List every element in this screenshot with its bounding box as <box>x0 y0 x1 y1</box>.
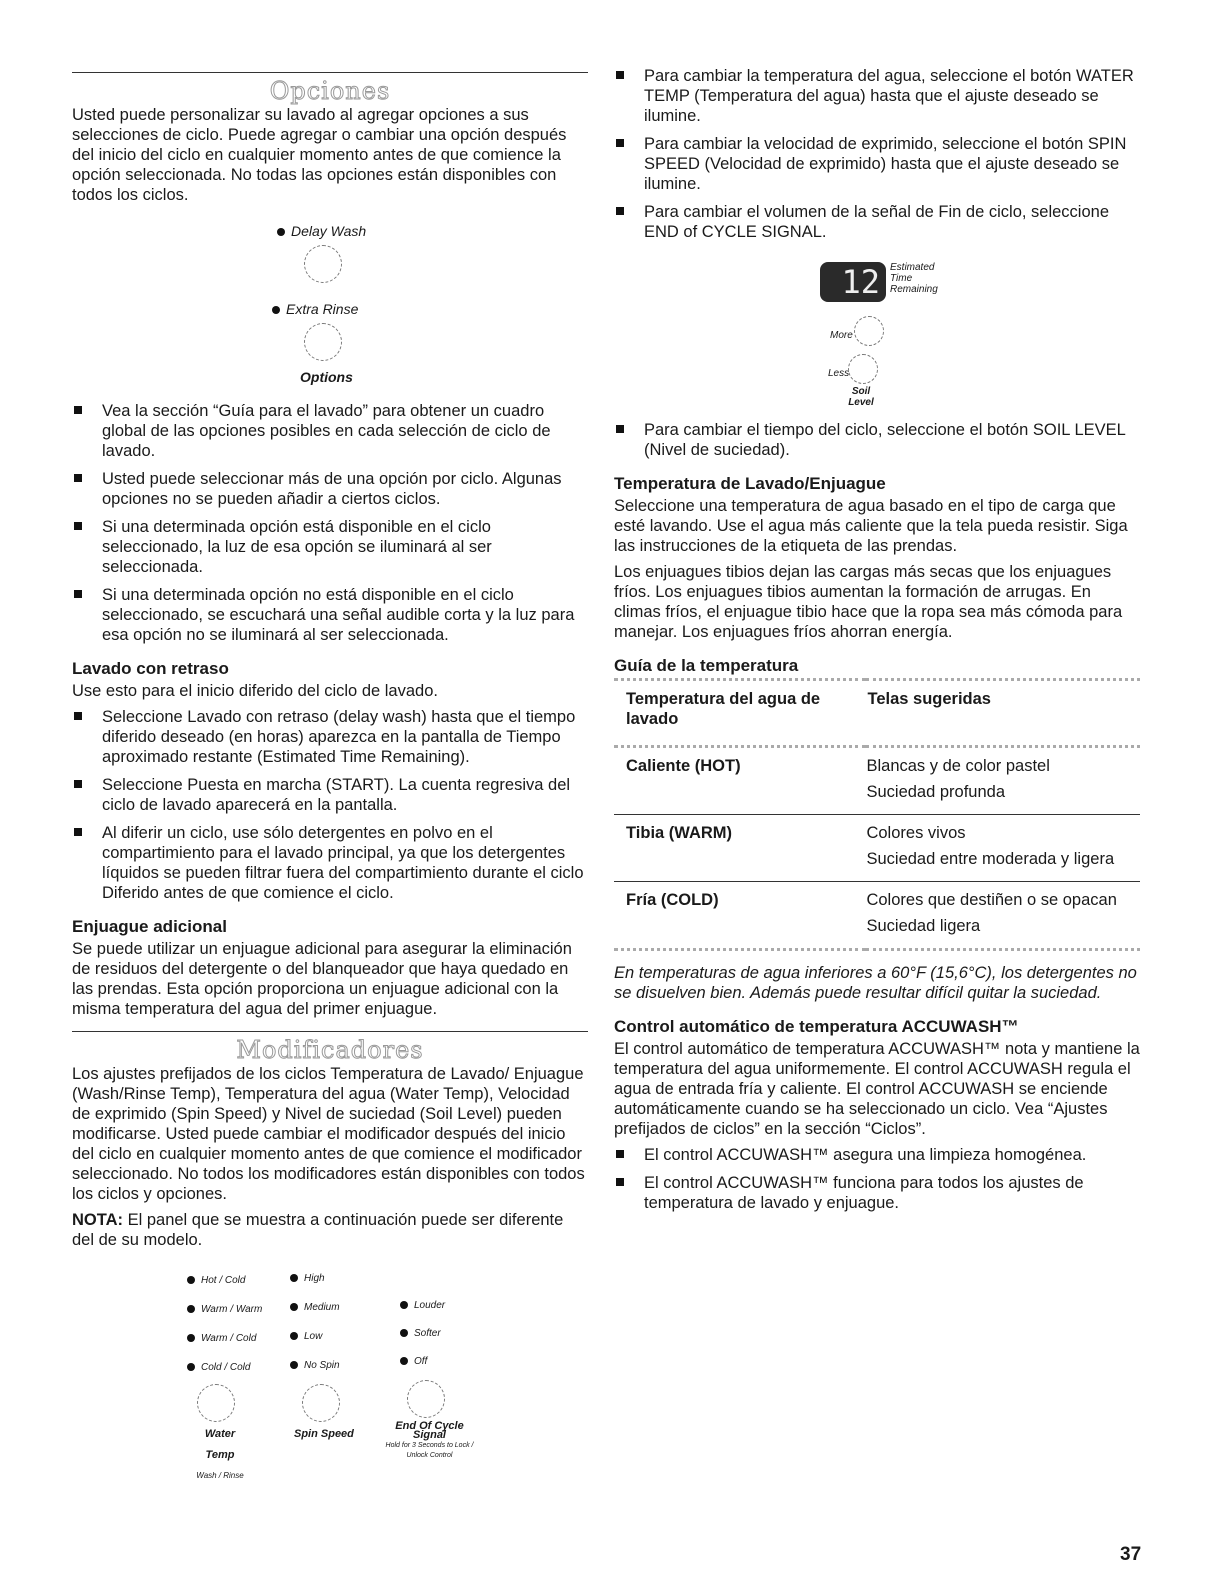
right-column <box>614 66 1140 1221</box>
temp-lavado-p2: Los enjuagues tibios dejan las cargas más secas que los enjuagues fríos. Los enjuagues tibios aumentan la formación de arrugas. En climas fríos, el enjuague tibio hace que la ropa sea más cómoda para manejar. Los enjuagues fríos ahorran energía. <box>614 563 1123 641</box>
spin-speed-label: Spin Speed <box>294 1428 354 1440</box>
list-item: Seleccione Puesta en marcha (START). La cuenta regresiva del ciclo de lavado aparecerá en la pantalla. <box>72 775 588 815</box>
time-display: 12 <box>820 262 886 302</box>
water-temp-button[interactable] <box>197 1384 235 1422</box>
nota-label: NOTA: <box>72 1211 124 1229</box>
list-item: Para cambiar la temperatura del agua, seleccione el botón WATER TEMP (Temperatura del agua) hasta que el ajuste deseado se ilumine. <box>614 66 1140 126</box>
lavado-retraso-intro: Use esto para el inicio diferido del ciclo de lavado. <box>72 682 438 700</box>
section-title-opciones: Opciones <box>269 77 391 105</box>
opciones-intro: Usted puede personalizar su lavado al agregar opciones a sus selecciones de ciclo. Puede agregar o cambiar una opción después del inicio del ciclo en cualquier momento antes de que comience la opción seleccionada. No todas las opciones están disponibles con todos los ciclos. <box>72 106 567 204</box>
column-header: Telas sugeridas <box>867 690 991 708</box>
temp-cell: Caliente (HOT) <box>626 757 741 775</box>
more-button[interactable] <box>854 316 884 346</box>
nota <box>72 1210 588 1250</box>
spin-speed-options: High Medium Low No Spin <box>290 1264 340 1380</box>
list-item: Al diferir un ciclo, use sólo detergentes en polvo en el compartimiento para el lavado principal, ya que los detergentes líquidos se pueden filtrar fuera del compartimiento durante el ciclo Diferido antes de que comience el ciclo. <box>72 823 588 903</box>
temperature-guide-table <box>614 678 1140 965</box>
list-item: Si una determinada opción no está disponible en el ciclo seleccionado, se escuchará una señal audible corta y la luz para esa opción no se iluminará al ser seleccionada. <box>72 585 588 645</box>
list-item: El control ACCUWASH™ funciona para todos los ajustes de temperatura de lavado y enjuague. <box>614 1173 1140 1213</box>
delay-wash-button[interactable] <box>304 245 342 283</box>
temp-cell: Fría (COLD) <box>626 891 719 909</box>
options-caption: Options <box>300 369 353 385</box>
temperature-note: En temperaturas de agua inferiores a 60°F (15,6°C), los detergentes no se disuelven bien. Además puede resultar difícil quitar la suciedad. <box>614 964 1137 1002</box>
list-item: Para cambiar el volumen de la señal de Fin de ciclo, seleccione END of CYCLE SIGNAL. <box>614 202 1140 242</box>
signal-options: Louder Softer Off <box>400 1292 445 1376</box>
extra-rinse-button[interactable] <box>304 323 342 361</box>
modifier-panel <box>72 1256 588 1480</box>
nota-text: El panel que se muestra a continuación puede ser diferente del de su modelo. <box>72 1211 564 1249</box>
section-title-modificadores: Modificadores <box>236 1036 424 1064</box>
signal-label: End Of Cycle Signal Hold for 3 Seconds to Lock / Unlock Control <box>385 1420 474 1459</box>
spin-speed-button[interactable] <box>302 1384 340 1422</box>
modificadores-intro: Los ajustes prefijados de los ciclos Temperatura de Lavado/ Enjuague (Wash/Rinse Temp), Temperatura del agua (Water Temp), Velocidad de exprimido (Spin Speed) y Nivel de suciedad (Soil Level) pueden modificarse. Usted puede cambiar el modificador después del inicio del ciclo en cualquier momento antes de que comience el modificador seleccionado. No todos los modificadores están disponibles con todos los ciclos y opciones. <box>72 1065 585 1203</box>
heading-guia-temperatura: Guía de la temperatura <box>614 656 799 675</box>
temp-lavado-p1: Seleccione una temperatura de agua basado en el tipo de carga que esté lavando. Use el agua más caliente que la tela pueda resistir. Siga las instrucciones de la etiqueta de las prendas. <box>614 497 1128 555</box>
accuwash-text: El control automático de temperatura ACCUWASH™ nota y mantiene la temperatura del agua uniformemente. El control ACCUWASH regula el agua de entrada fría y caliente. El control ACCUWASH se enciende automáticamente cuando se ha seleccionado un ciclo. Vea “Ajustes prefijados de ciclos” en la sección “Ciclos”. <box>614 1040 1140 1138</box>
divider <box>72 72 588 73</box>
telas-cell: Colores que destiñen o se opacan Suciedad ligera <box>866 891 1117 935</box>
list-item: Si una determinada opción está disponible en el ciclo seleccionado, la luz de esa opción se iluminará al ser seleccionada. <box>72 517 588 577</box>
temp-cell: Tibia (WARM) <box>626 824 733 842</box>
heading-temperatura-lavado: Temperatura de Lavado/Enjuague <box>614 474 886 493</box>
water-temp-label: Water Temp Wash / Rinse <box>196 1428 244 1480</box>
more-label: More <box>830 330 853 341</box>
list-item: Seleccione Lavado con retraso (delay wash) hasta que el tiempo diferido deseado (en horas) aparezca en la pantalla de Tiempo aproximado restante (Estimated Time Remaining). <box>72 707 588 767</box>
less-button[interactable] <box>848 354 878 384</box>
divider <box>72 1031 588 1032</box>
telas-cell: Colores vivos Suciedad entre moderada y ligera <box>866 824 1115 868</box>
soil-level-label: Soil Level <box>848 386 874 408</box>
table-header-row <box>614 680 1140 747</box>
table-row <box>614 747 1140 815</box>
list-item: Para cambiar la velocidad de exprimido, seleccione el botón SPIN SPEED (Velocidad de exprimido) hasta que el ajuste deseado se ilumine. <box>614 134 1140 194</box>
enjuague-text: Se puede utilizar un enjuague adicional para asegurar la eliminación de residuos del detergente o del blanqueador que haya quedado en las prendas. Esta opción proporciona un enjuague adicional con la misma temperatura del agua del primer enjuague. <box>72 940 572 1018</box>
table-row <box>614 815 1140 882</box>
heading-lavado-con-retraso: Lavado con retraso <box>72 659 229 678</box>
soil-level-figure <box>614 250 1140 420</box>
water-temp-options: Hot / Cold Warm / Warm Warm / Cold Cold / Cold <box>187 1266 262 1382</box>
heading-enjuague-adicional: Enjuague adicional <box>72 917 227 936</box>
options-figure <box>72 211 588 401</box>
less-label: Less <box>828 368 850 379</box>
end-of-cycle-signal-button[interactable] <box>407 1380 445 1418</box>
list-item: Usted puede seleccionar más de una opción por ciclo. Algunas opciones no se pueden añadir a ciertos ciclos. <box>72 469 588 509</box>
telas-cell: Blancas y de color pastel Suciedad profunda <box>866 757 1050 801</box>
list-item: Para cambiar el tiempo del ciclo, seleccione el botón SOIL LEVEL (Nivel de suciedad). <box>614 420 1140 460</box>
column-header: Temperatura del agua de lavado <box>626 690 821 728</box>
estimated-time-label: Estimated Time Remaining <box>890 262 938 295</box>
table-row <box>614 882 1140 950</box>
extra-rinse-label: Extra Rinse <box>272 299 358 319</box>
page-number: 37 <box>1120 1544 1142 1565</box>
list-item: El control ACCUWASH™ asegura una limpieza homogénea. <box>614 1145 1140 1165</box>
heading-accuwash: Control automático de temperatura ACCUWASH™ <box>614 1017 1019 1036</box>
delay-wash-label: Delay Wash <box>277 221 366 241</box>
left-column <box>72 60 588 1480</box>
list-item: Vea la sección “Guía para el lavado” para obtener un cuadro global de las opciones posibles en cada selección de ciclo de lavado. <box>72 401 588 461</box>
